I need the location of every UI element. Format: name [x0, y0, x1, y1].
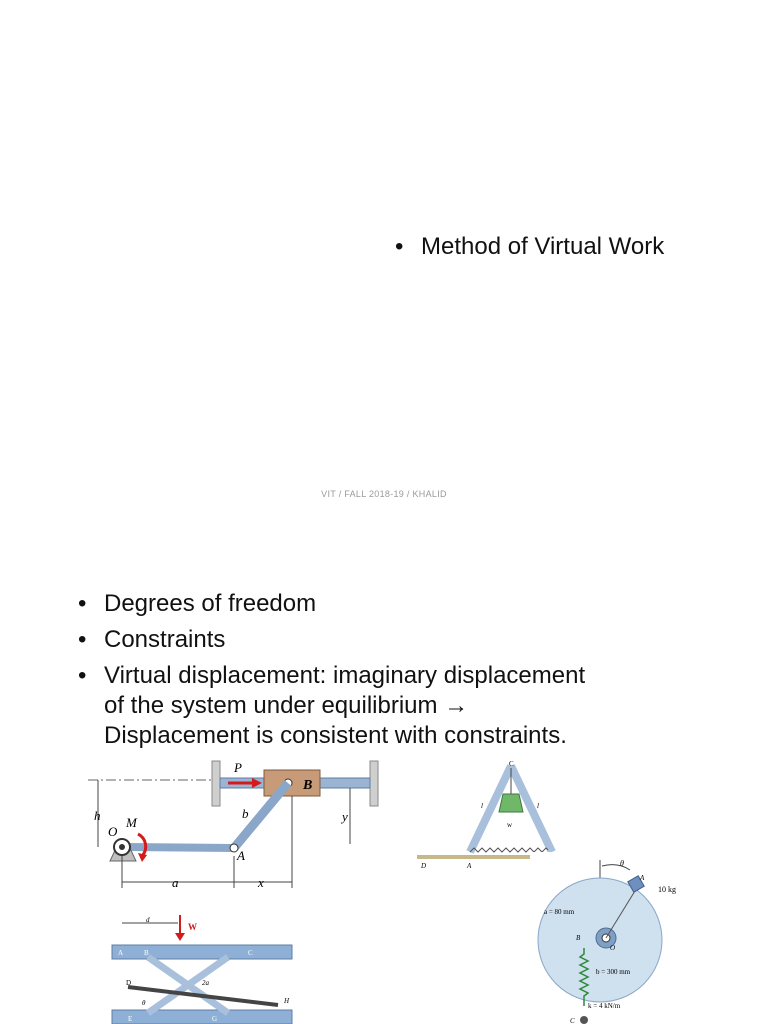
crank	[122, 847, 234, 848]
bullet-glyph: •	[78, 662, 87, 689]
label-e: E	[128, 1015, 133, 1023]
label-o: O	[610, 944, 616, 952]
label-h: h	[94, 808, 101, 823]
slider-crank-figure	[88, 756, 393, 894]
label-h: H	[284, 997, 290, 1005]
label-a-dim: a = 80 mm	[544, 908, 575, 916]
anchor	[580, 1016, 588, 1024]
bullet-text: Method of Virtual Work	[421, 233, 665, 260]
label-a: A	[118, 949, 124, 957]
bottom-platform	[112, 1010, 292, 1024]
label-d-dim: d	[146, 916, 150, 924]
label-x: x	[258, 875, 264, 890]
bullet-text-line: Virtual displacement: imaginary displacement	[104, 662, 586, 689]
label-d: D	[126, 979, 132, 987]
label-b-dim: b = 300 mm	[596, 968, 631, 976]
label-o: O	[108, 824, 118, 839]
label-y: y	[342, 809, 348, 824]
label-k: k = 4 kN/m	[588, 1002, 621, 1010]
label-w: W	[188, 922, 197, 932]
label-w: w	[507, 821, 513, 829]
bullet-glyph: •	[78, 626, 87, 653]
label-a: a	[172, 875, 179, 890]
label-a: A	[640, 874, 645, 882]
top-platform	[112, 945, 292, 959]
bullet-item	[78, 625, 585, 655]
label-c: C	[248, 949, 253, 957]
label-b: B	[144, 949, 149, 957]
bullet-glyph: •	[395, 233, 404, 260]
slide-2-bullets	[78, 589, 585, 757]
label-2a: 2a	[202, 979, 209, 987]
bullet-item	[395, 232, 664, 262]
label-m: M	[126, 815, 137, 830]
label-a: A	[467, 862, 472, 870]
label-l-left: l	[481, 802, 483, 810]
slide-footer: VIT / FALL 2018-19 / KHALID	[321, 489, 447, 499]
label-a-point: A	[237, 848, 245, 863]
scissor-lift-figure	[108, 913, 298, 1024]
label-b-point: B	[576, 934, 581, 942]
label-g: G	[212, 1015, 218, 1023]
bullet-text: Constraints	[104, 626, 226, 653]
weight	[499, 794, 523, 812]
bullet-text-line: Displacement is consistent with constraints.	[104, 722, 567, 749]
right-wall	[370, 761, 378, 806]
label-l-right: l	[537, 802, 539, 810]
slide-1-bullets	[395, 232, 664, 262]
bullet-text: Degrees of freedom	[104, 590, 317, 617]
label-theta: θ	[620, 859, 624, 868]
bullet-text-line: of the system under equilibrium →	[104, 692, 469, 719]
label-c: C	[509, 760, 514, 768]
label-b: B	[303, 778, 313, 793]
label-theta: θ	[142, 999, 146, 1007]
bullet-item	[78, 589, 585, 619]
pin-o-center	[119, 844, 125, 850]
label-mass: 10 kg	[658, 885, 676, 894]
disk-spring-figure	[530, 852, 690, 1024]
label-c: C	[570, 1017, 575, 1024]
label-p: P	[234, 760, 242, 775]
left-wall	[212, 761, 220, 806]
bullet-glyph: •	[78, 590, 87, 617]
label-d: D	[421, 862, 427, 870]
label-b-link: b	[242, 806, 249, 821]
bullet-item	[78, 661, 585, 751]
